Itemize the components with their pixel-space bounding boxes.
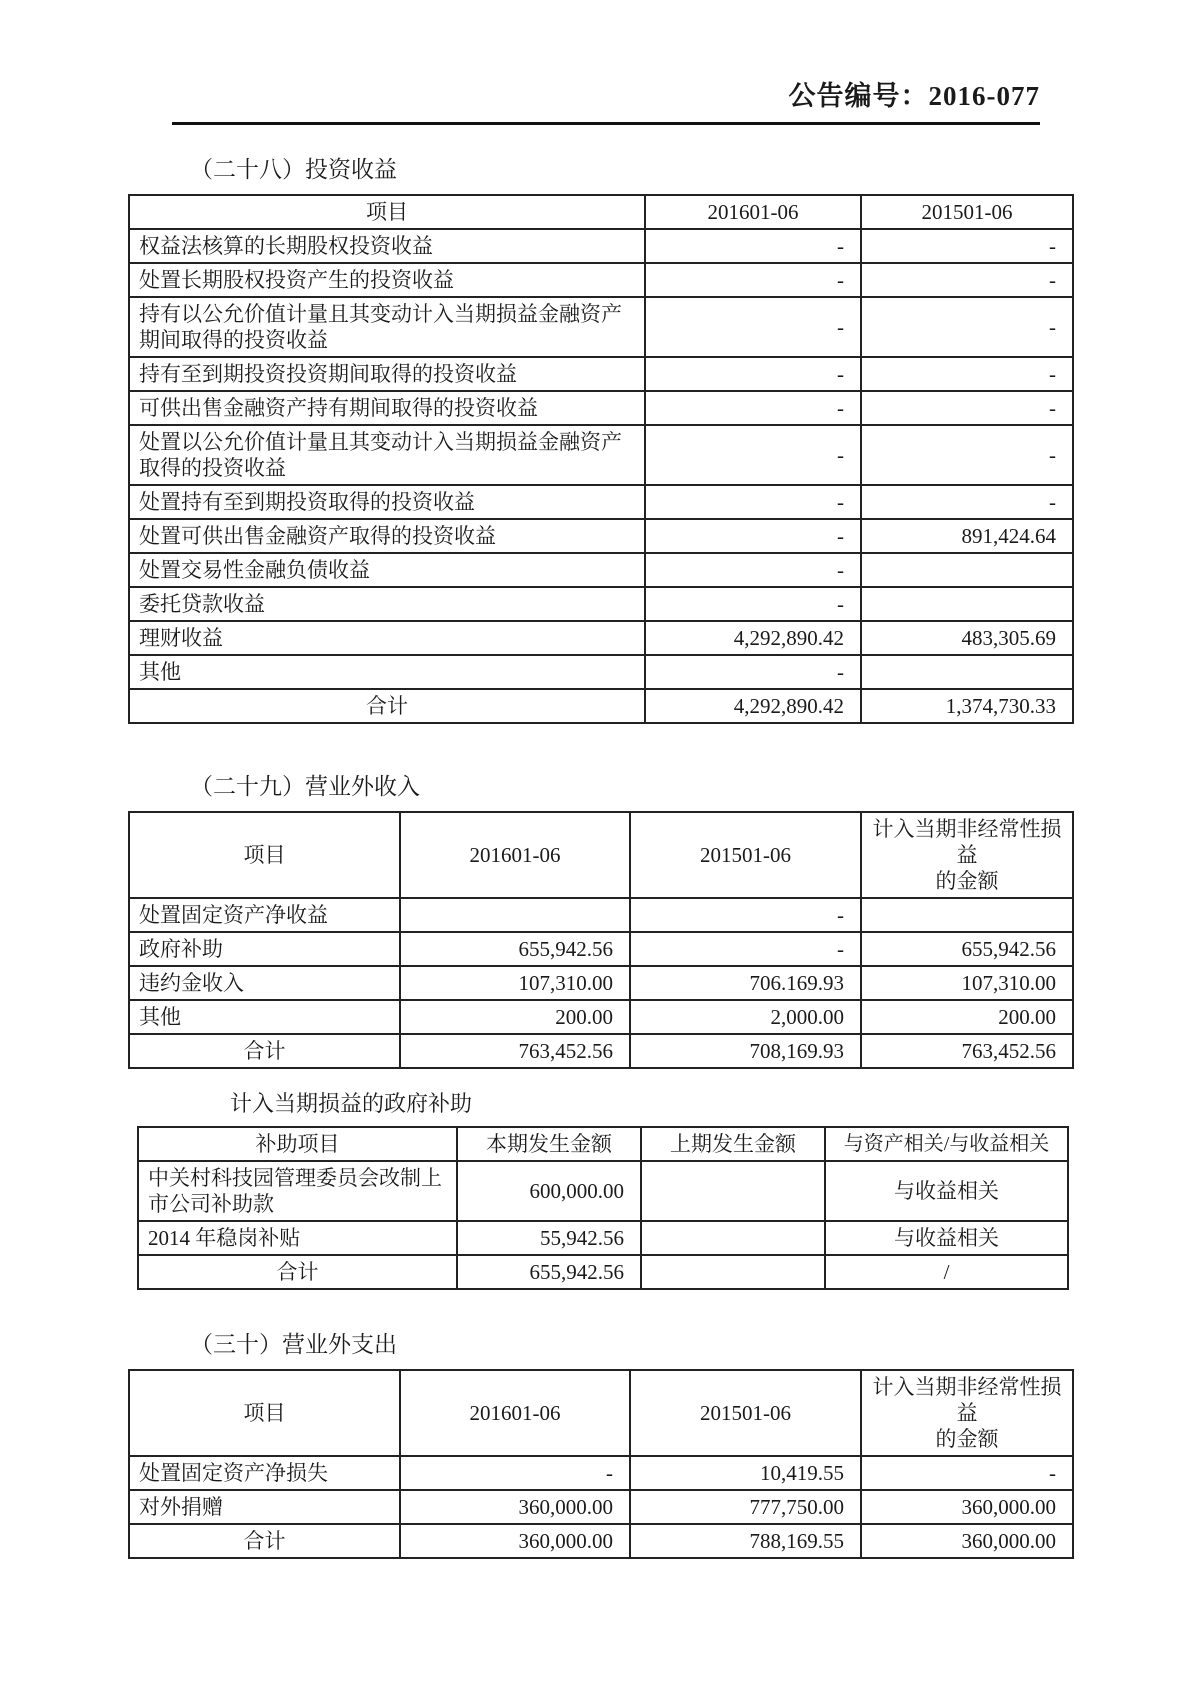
announcement-number: 公告编号：2016-077 <box>788 81 1040 111</box>
column-header-item: 项目 <box>129 812 400 898</box>
item-cell: 理财收益 <box>129 621 645 655</box>
column-header-relation: 与资产相关/与收益相关 <box>825 1127 1068 1161</box>
value-cell: 706.169.93 <box>630 966 861 1000</box>
value-cell: - <box>861 229 1073 263</box>
value-cell: - <box>630 898 861 932</box>
column-header-item: 项目 <box>129 195 645 229</box>
total-value-cell: 1,374,730.33 <box>861 689 1073 723</box>
value-cell: - <box>645 425 861 485</box>
total-label-cell: 合计 <box>129 1524 400 1558</box>
value-cell: - <box>645 553 861 587</box>
non-operating-expense-table <box>128 1369 1074 1559</box>
value-cell: 107,310.00 <box>861 966 1073 1000</box>
item-cell: 处置交易性金融负债收益 <box>129 553 645 587</box>
value-cell: - <box>400 1456 630 1490</box>
value-cell <box>861 553 1073 587</box>
gov-subsidy-table <box>137 1126 1069 1290</box>
value-cell <box>861 655 1073 689</box>
table-row <box>138 1161 1068 1221</box>
value-cell: 655,942.56 <box>400 932 630 966</box>
table-header-row <box>138 1127 1068 1161</box>
value-cell: 200.00 <box>400 1000 630 1034</box>
investment-income-table <box>128 194 1074 724</box>
table-row <box>129 621 1073 655</box>
value-cell <box>861 587 1073 621</box>
value-cell <box>400 898 630 932</box>
item-cell: 处置固定资产净损失 <box>129 1456 400 1490</box>
total-row <box>129 1034 1073 1068</box>
column-header-2015: 201501-06 <box>630 1370 861 1456</box>
table-row <box>129 391 1073 425</box>
column-header-2016: 201601-06 <box>645 195 861 229</box>
table-header-row <box>129 812 1073 898</box>
table-row <box>129 553 1073 587</box>
table-row <box>129 655 1073 689</box>
value-cell: - <box>645 263 861 297</box>
item-cell: 持有至到期投资投资期间取得的投资收益 <box>129 357 645 391</box>
value-cell: 777,750.00 <box>630 1490 861 1524</box>
column-header-nonrecurring-amount <box>861 1370 1073 1456</box>
column-header-prior-amount: 上期发生金额 <box>641 1127 825 1161</box>
table-row <box>129 966 1073 1000</box>
table-row <box>129 519 1073 553</box>
relation-cell: 与收益相关 <box>825 1161 1068 1221</box>
item-cell: 违约金收入 <box>129 966 400 1000</box>
value-cell <box>861 898 1073 932</box>
table-row <box>129 932 1073 966</box>
item-cell: 对外捐赠 <box>129 1490 400 1524</box>
value-cell: 891,424.64 <box>861 519 1073 553</box>
value-cell: - <box>861 391 1073 425</box>
value-cell: 360,000.00 <box>400 1490 630 1524</box>
item-cell: 2014 年稳岗补贴 <box>138 1221 457 1255</box>
table-row <box>138 1221 1068 1255</box>
value-cell: - <box>861 297 1073 357</box>
value-cell: 360,000.00 <box>861 1490 1073 1524</box>
table-row <box>129 898 1073 932</box>
total-label-cell: 合计 <box>138 1255 457 1289</box>
value-cell: 55,942.56 <box>457 1221 641 1255</box>
total-relation-cell: / <box>825 1255 1068 1289</box>
value-cell: - <box>645 485 861 519</box>
item-cell: 处置固定资产净收益 <box>129 898 400 932</box>
item-cell: 政府补助 <box>129 932 400 966</box>
column-header-2016: 201601-06 <box>400 1370 630 1456</box>
table-header-row <box>129 1370 1073 1456</box>
header-line: 计入当期非经常性损益 <box>872 817 1062 867</box>
column-header-subsidy-item: 补助项目 <box>138 1127 457 1161</box>
total-value-cell: 788,169.55 <box>630 1524 861 1558</box>
relation-cell: 与收益相关 <box>825 1221 1068 1255</box>
value-cell <box>641 1161 825 1221</box>
table-header-row <box>129 195 1073 229</box>
item-cell: 处置可供出售金融资产取得的投资收益 <box>129 519 645 553</box>
total-value-cell: 4,292,890.42 <box>645 689 861 723</box>
value-cell: - <box>861 263 1073 297</box>
total-value-cell <box>641 1255 825 1289</box>
section-title-28: （二十八）投资收益 <box>190 157 397 182</box>
value-cell: - <box>645 297 861 357</box>
total-value-cell: 655,942.56 <box>457 1255 641 1289</box>
value-cell: - <box>861 357 1073 391</box>
table-row <box>129 229 1073 263</box>
table-row <box>129 1456 1073 1490</box>
column-header-nonrecurring-amount <box>861 812 1073 898</box>
value-cell: 10,419.55 <box>630 1456 861 1490</box>
value-cell: - <box>630 932 861 966</box>
column-header-current-amount: 本期发生金额 <box>457 1127 641 1161</box>
gov-subsidy-subtitle: 计入当期损益的政府补助 <box>230 1091 473 1116</box>
value-cell: - <box>861 1456 1073 1490</box>
value-cell: 600,000.00 <box>457 1161 641 1221</box>
table-row <box>129 1490 1073 1524</box>
total-row <box>129 1524 1073 1558</box>
value-cell: 2,000.00 <box>630 1000 861 1034</box>
table-row <box>129 357 1073 391</box>
column-header-2015: 201501-06 <box>861 195 1073 229</box>
table-row <box>129 263 1073 297</box>
total-label-cell: 合计 <box>129 1034 400 1068</box>
value-cell <box>641 1221 825 1255</box>
item-cell: 处置以公允价值计量且其变动计入当期损益金融资产取得的投资收益 <box>129 425 645 485</box>
total-value-cell: 763,452.56 <box>400 1034 630 1068</box>
header-line: 的金额 <box>935 1427 999 1451</box>
value-cell: 200.00 <box>861 1000 1073 1034</box>
value-cell: - <box>645 357 861 391</box>
table-row <box>129 425 1073 485</box>
value-cell: - <box>645 587 861 621</box>
non-operating-income-table <box>128 811 1074 1069</box>
header-line: 的金额 <box>935 869 999 893</box>
column-header-2016: 201601-06 <box>400 812 630 898</box>
item-cell: 权益法核算的长期股权投资收益 <box>129 229 645 263</box>
item-cell: 持有以公允价值计量且其变动计入当期损益金融资产期间取得的投资收益 <box>129 297 645 357</box>
value-cell: 107,310.00 <box>400 966 630 1000</box>
total-row <box>138 1255 1068 1289</box>
total-value-cell: 763,452.56 <box>861 1034 1073 1068</box>
section-title-30: （三十）营业外支出 <box>190 1332 397 1357</box>
table-row <box>129 297 1073 357</box>
item-cell: 处置长期股权投资产生的投资收益 <box>129 263 645 297</box>
table-row <box>129 587 1073 621</box>
table-row <box>129 1000 1073 1034</box>
column-header-item: 项目 <box>129 1370 400 1456</box>
value-cell: - <box>645 229 861 263</box>
section-title-29: （二十九）营业外收入 <box>190 774 420 799</box>
item-cell: 中关村科技园管理委员会改制上市公司补助款 <box>138 1161 457 1221</box>
value-cell: - <box>861 485 1073 519</box>
item-cell: 委托贷款收益 <box>129 587 645 621</box>
total-label-cell: 合计 <box>129 689 645 723</box>
table-row <box>129 485 1073 519</box>
item-cell: 处置持有至到期投资取得的投资收益 <box>129 485 645 519</box>
total-row <box>129 689 1073 723</box>
value-cell: 4,292,890.42 <box>645 621 861 655</box>
item-cell: 可供出售金融资产持有期间取得的投资收益 <box>129 391 645 425</box>
total-value-cell: 708,169.93 <box>630 1034 861 1068</box>
column-header-2015: 201501-06 <box>630 812 861 898</box>
value-cell: - <box>645 519 861 553</box>
value-cell: 483,305.69 <box>861 621 1073 655</box>
item-cell: 其他 <box>129 1000 400 1034</box>
item-cell: 其他 <box>129 655 645 689</box>
value-cell: - <box>861 425 1073 485</box>
value-cell: 655,942.56 <box>861 932 1073 966</box>
value-cell: - <box>645 655 861 689</box>
value-cell: - <box>645 391 861 425</box>
page-header <box>172 74 1040 125</box>
header-line: 计入当期非经常性损益 <box>872 1375 1062 1425</box>
total-value-cell: 360,000.00 <box>861 1524 1073 1558</box>
total-value-cell: 360,000.00 <box>400 1524 630 1558</box>
